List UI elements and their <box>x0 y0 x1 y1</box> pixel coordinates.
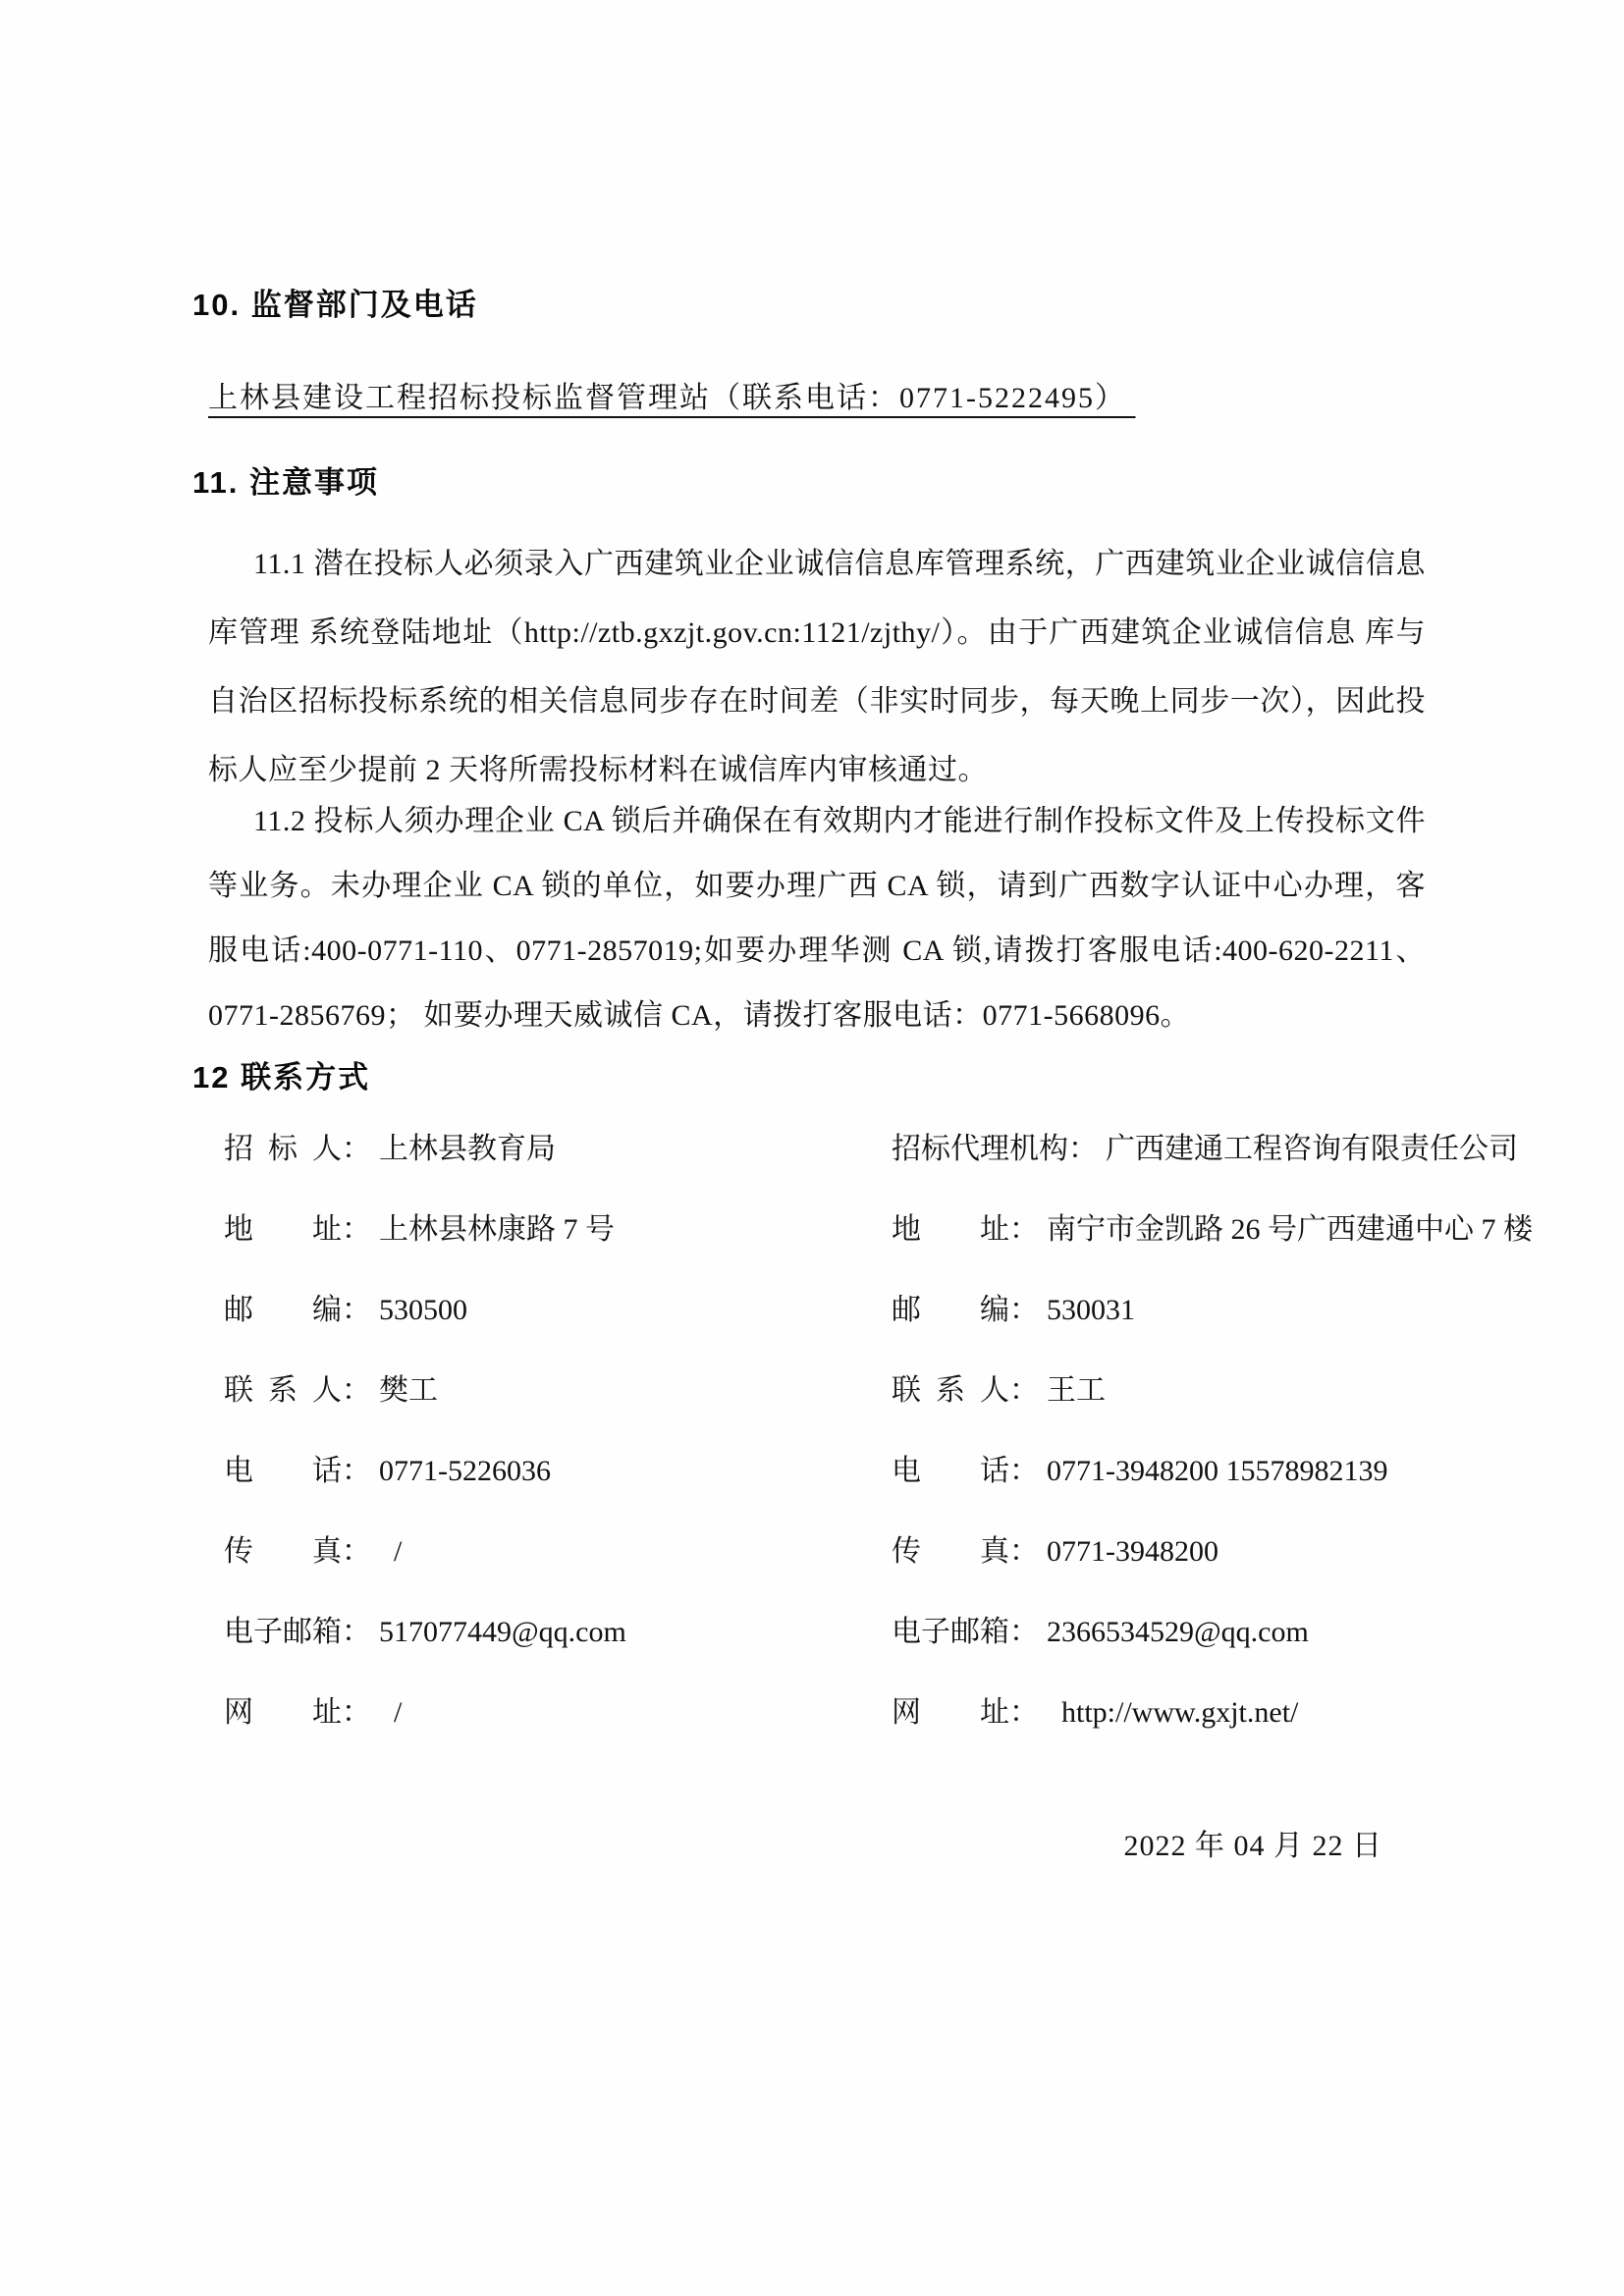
contact-person-label-right: 联 系 人： <box>892 1374 1039 1407</box>
zipcode-label-left: 邮 编： <box>224 1294 371 1326</box>
contact-row-agency-right <box>892 1109 1533 1190</box>
contact-row-zipcode-left <box>224 1270 892 1351</box>
website-value-right: http://www.gxjt.net/ <box>1047 1696 1299 1729</box>
contact-row-phone-right <box>892 1431 1533 1512</box>
email-value-right: 2366534529@qq.com <box>1047 1616 1309 1648</box>
contact-person-label-left: 联 系 人： <box>224 1374 371 1407</box>
contact-row-address-left <box>224 1190 892 1270</box>
fax-label-right: 传 真： <box>892 1535 1039 1568</box>
tenderer-label: 招 标 人： <box>224 1133 371 1165</box>
contact-row-zipcode-right <box>892 1270 1533 1351</box>
contact-row-email-left <box>224 1592 892 1673</box>
contact-row-fax-left <box>224 1512 892 1592</box>
email-label-right: 电子邮箱： <box>892 1616 1039 1648</box>
phone-value-left: 0771-5226036 <box>379 1455 551 1487</box>
contact-row-fax-right <box>892 1512 1533 1592</box>
contact-row-email-right <box>892 1592 1533 1673</box>
email-label-left: 电子邮箱： <box>224 1616 371 1648</box>
contact-row-tenderer-left <box>224 1109 892 1190</box>
agency-label: 招标代理机构： <box>892 1133 1098 1165</box>
address-value-left: 上林县林康路 7 号 <box>379 1213 615 1246</box>
address-label-right: 地 址： <box>892 1213 1039 1246</box>
contact-row-address-right <box>892 1190 1533 1270</box>
notice-paragraph-11-2: 11.2 投标人须办理企业 CA 锁后并确保在有效期内才能进行制作投标文件及上传投标文件等业务。未办理企业 CA 锁的单位，如要办理广西 CA 锁，请到广西数字认证中心办理，客服电话:400-0771-110、0771-2857019;如要办理华测 CA 锁,请拨打客服电话:400-620-2211、0771-2856769； 如要办理天威诚信 CA，请拨打客服电话：0771-5668096。 <box>208 805 1426 1032</box>
notice-paragraph-11-1: 11.1 潜在投标人必须录入广西建筑业企业诚信信息库管理系统，广西建筑业企业诚信信息库管理 系统登陆地址（http://ztb.gxzjt.gov.cn:1121/zjthy/）。由于广西建筑企业诚信信息 库与自治区招标投标系统的相关信息同步存在时间差（非实时同步，每天晚上同步一次），因此投标人应至少提前 2 天将所需投标材料在诚信库内审核通过。 <box>208 548 1426 786</box>
contact-person-value-right: 王工 <box>1047 1374 1106 1407</box>
website-value-left: / <box>364 1696 403 1729</box>
contact-row-person-right <box>892 1351 1533 1431</box>
email-value-left: 517077449@qq.com <box>379 1616 626 1648</box>
contact-row-website-left <box>224 1673 892 1753</box>
phone-value-right: 0771-3948200 15578982139 <box>1047 1455 1388 1487</box>
section-12-heading: 12 联系方式 <box>192 1060 371 1095</box>
phone-label-left: 电 话： <box>224 1455 371 1487</box>
supervision-department-line: 上林县建设工程招标投标监督管理站（联系电话：0771-5222495） <box>208 382 1136 414</box>
phone-label-right: 电 话： <box>892 1455 1039 1487</box>
agency-value: 广西建通工程咨询有限责任公司 <box>1106 1133 1518 1165</box>
tenderer-value: 上林县教育局 <box>379 1133 556 1165</box>
zipcode-value-left: 530500 <box>379 1294 467 1326</box>
section-10-heading: 10. 监督部门及电话 <box>192 288 478 322</box>
document-date: 2022 年 04 月 22 日 <box>1123 1830 1382 1862</box>
website-label-right: 网 址： <box>892 1696 1039 1729</box>
address-value-right: 南宁市金凯路 26 号广西建通中心 7 楼 <box>1047 1213 1533 1246</box>
contact-person-value-left: 樊工 <box>379 1374 438 1407</box>
zipcode-value-right: 530031 <box>1047 1294 1135 1326</box>
fax-label-left: 传 真： <box>224 1535 356 1568</box>
contact-row-phone-left <box>224 1431 892 1512</box>
section-11-heading: 11. 注意事项 <box>192 465 379 500</box>
website-label-left: 网 址： <box>224 1696 356 1729</box>
contact-table <box>224 1109 1533 1753</box>
contact-row-person-left <box>224 1351 892 1431</box>
address-label-left: 地 址： <box>224 1213 371 1246</box>
fax-value-right: 0771-3948200 <box>1047 1535 1218 1568</box>
zipcode-label-right: 邮 编： <box>892 1294 1039 1326</box>
contact-row-website-right <box>892 1673 1533 1753</box>
fax-value-left: / <box>364 1535 403 1568</box>
